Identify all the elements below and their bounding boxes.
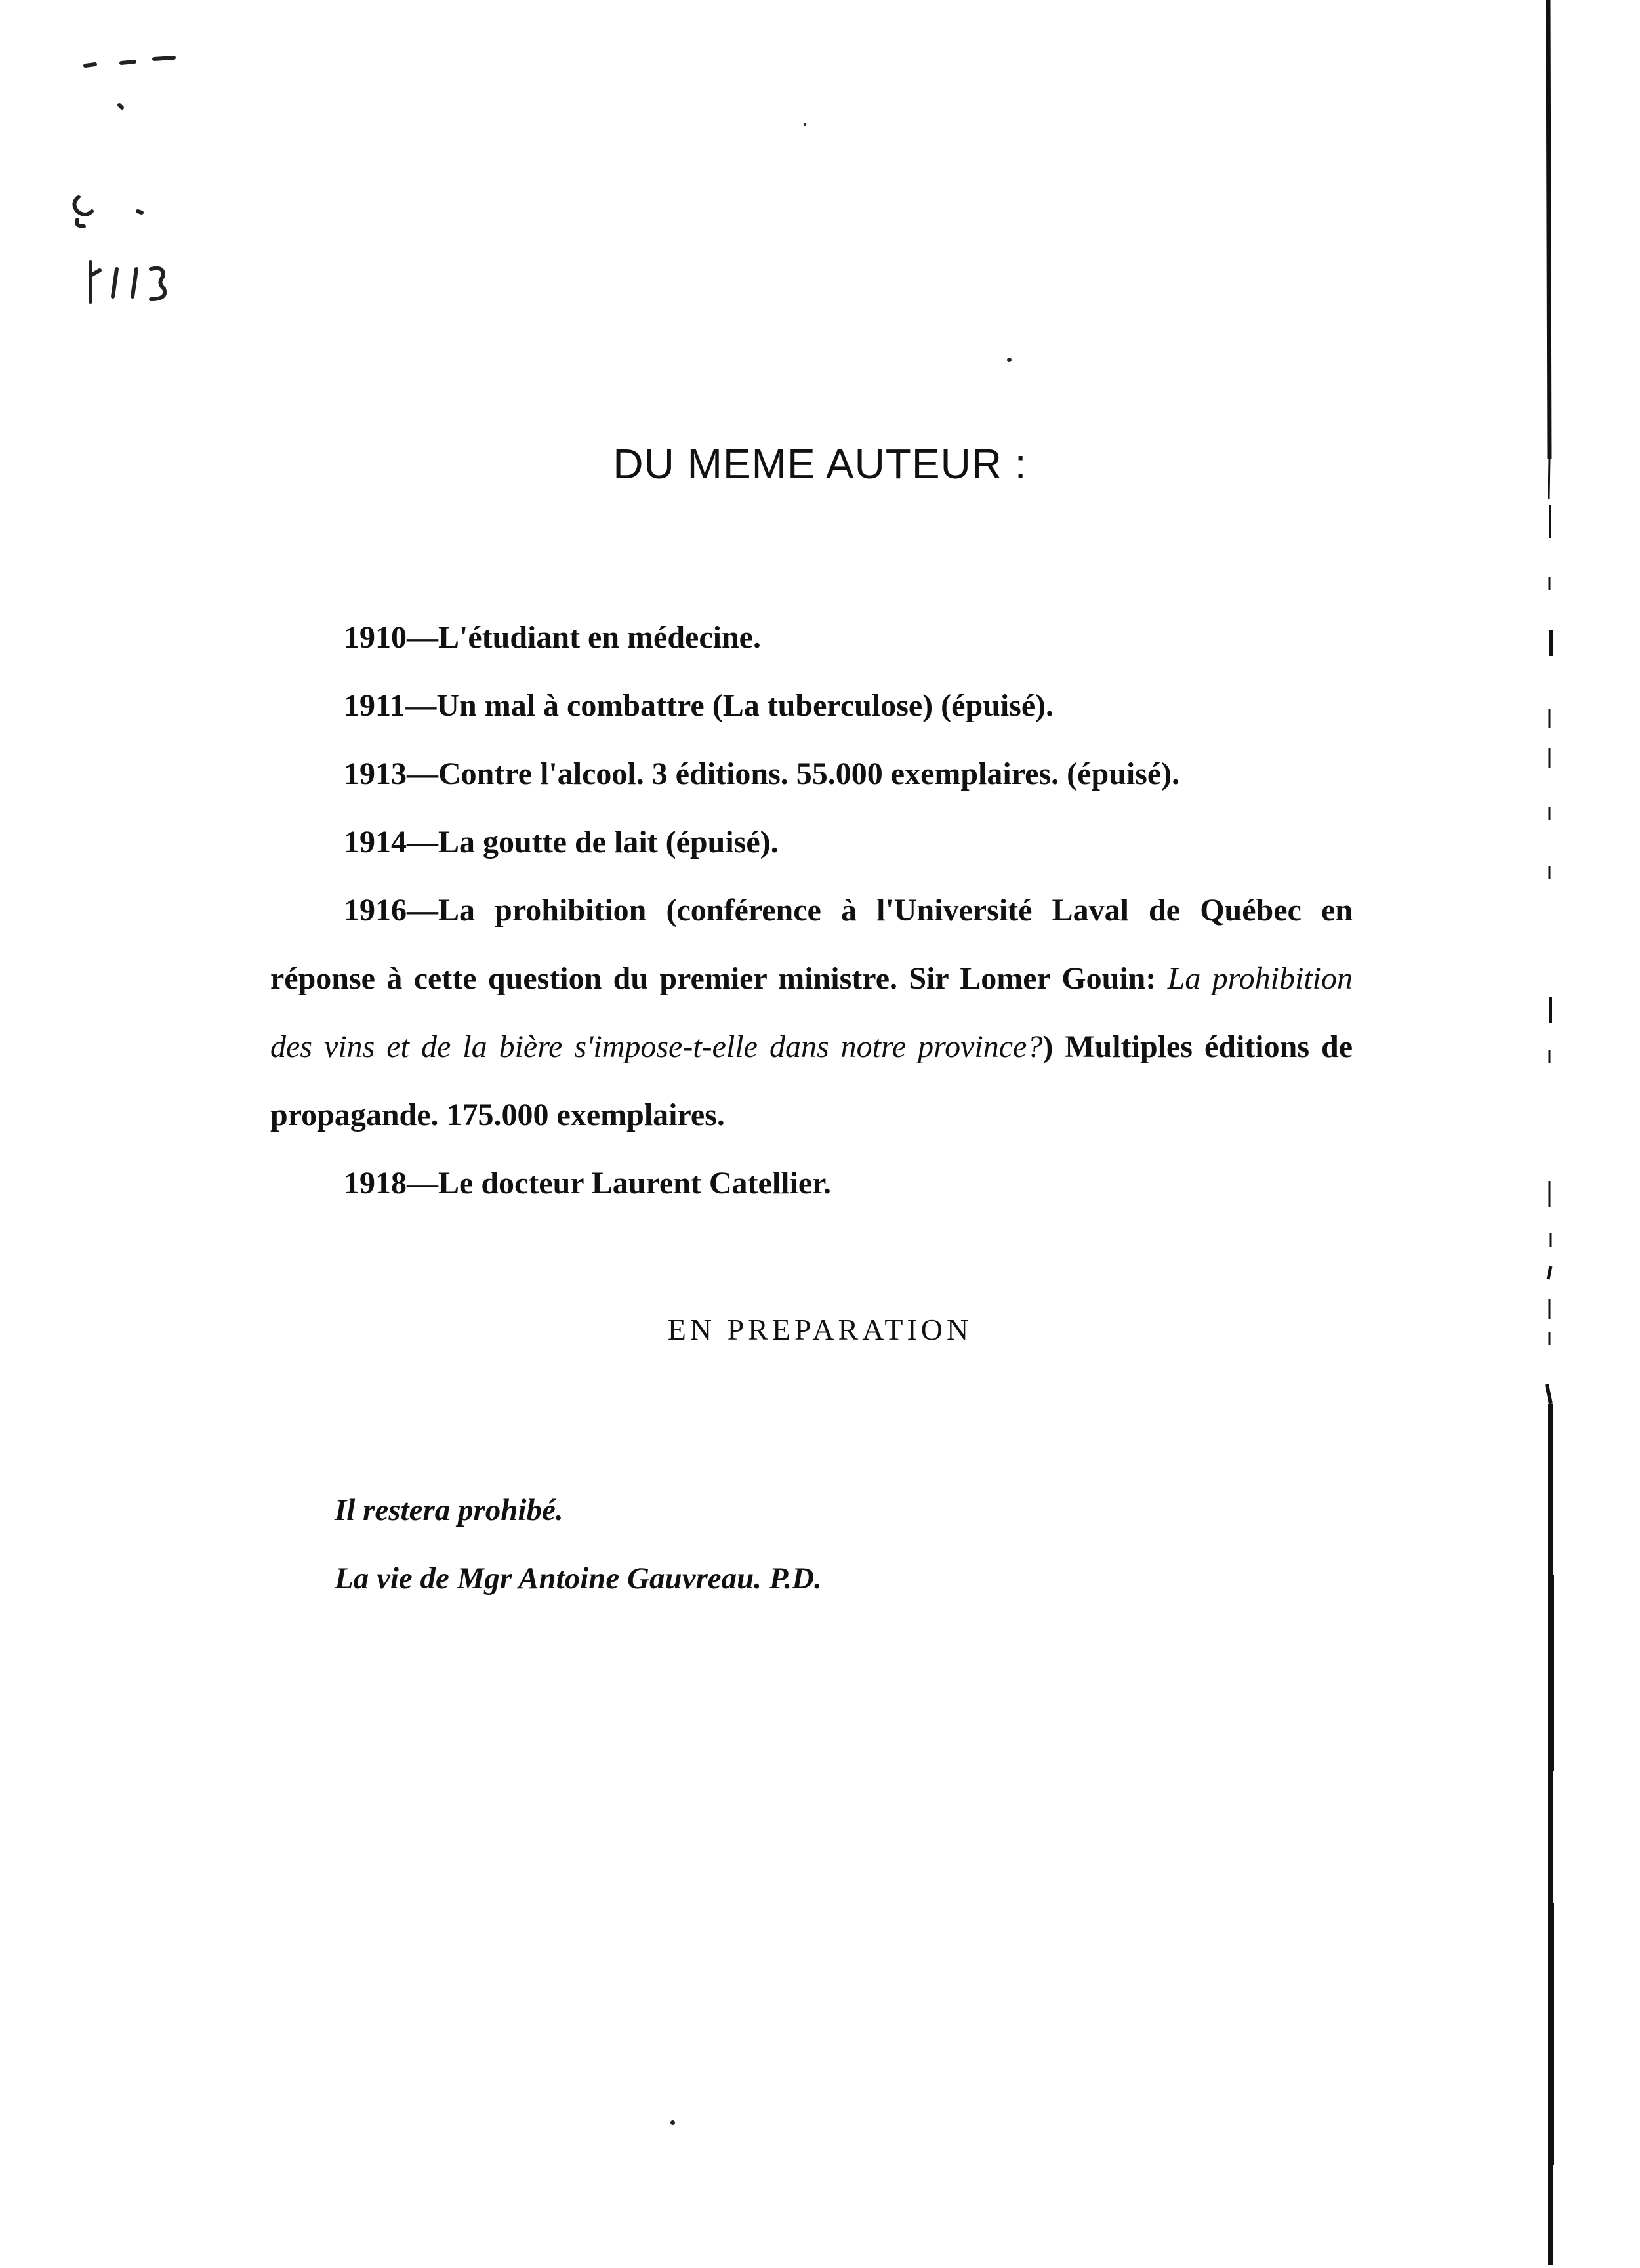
- binding-edge-lines: [1542, 0, 1581, 2265]
- entry-year: 1911—: [344, 688, 437, 723]
- entry-title-continued: ) Multiples éditions de propagande. 175.000 exemplaires.: [270, 1029, 1353, 1132]
- forthcoming-title: La vie de Mgr Antoine Gauvreau. P.D.: [335, 1561, 822, 1596]
- entry-year: 1918—: [344, 1166, 438, 1201]
- entry-year: 1913—: [344, 756, 438, 791]
- entry-title: Contre l'alcool. 3 éditions. 55.000 exemplaires. (épuisé).: [438, 756, 1180, 791]
- page-heading: DU MEME AUTEUR :: [613, 440, 1027, 487]
- entry-year: 1910—: [344, 620, 438, 655]
- speck: [804, 123, 806, 126]
- bibliography-entry: [270, 604, 1353, 672]
- entry-year: 1916—: [344, 893, 438, 928]
- bibliography-list: [270, 604, 1353, 1218]
- in-preparation-heading: EN PREPARATION: [667, 1313, 973, 1346]
- speck: [1007, 358, 1012, 362]
- entry-title: La prohibition (conférence à l'Université Laval de Québec en réponse à cette question du premier ministre. Sir Lomer Gouin:: [270, 893, 1353, 996]
- shelf-mark-drawing: [66, 39, 223, 348]
- bibliography-entry: [270, 672, 1353, 740]
- bibliography-entry: [270, 808, 1353, 876]
- entry-title: L'étudiant en médecine.: [438, 620, 761, 655]
- entry-title: Un mal à combattre (La tuberculose) (épuisé).: [436, 688, 1054, 723]
- entry-quoted-question: La prohibition des vins et de la bière s'impose-t-elle dans notre province?: [270, 961, 1353, 1064]
- forthcoming-title: Il restera prohibé.: [335, 1493, 564, 1527]
- bibliography-entry: [270, 740, 1353, 808]
- bibliography-entry: [270, 876, 1353, 1149]
- forthcoming-list: [335, 1476, 1319, 1613]
- speck: [670, 2120, 675, 2125]
- handwritten-shelf-marks: [66, 39, 223, 348]
- entry-title: Le docteur Laurent Catellier.: [438, 1166, 832, 1201]
- binding-edge: [1542, 0, 1581, 2265]
- bibliography-entry: [270, 1149, 1353, 1218]
- entry-title: La goutte de lait (épuisé).: [438, 825, 779, 859]
- entry-year: 1914—: [344, 825, 438, 859]
